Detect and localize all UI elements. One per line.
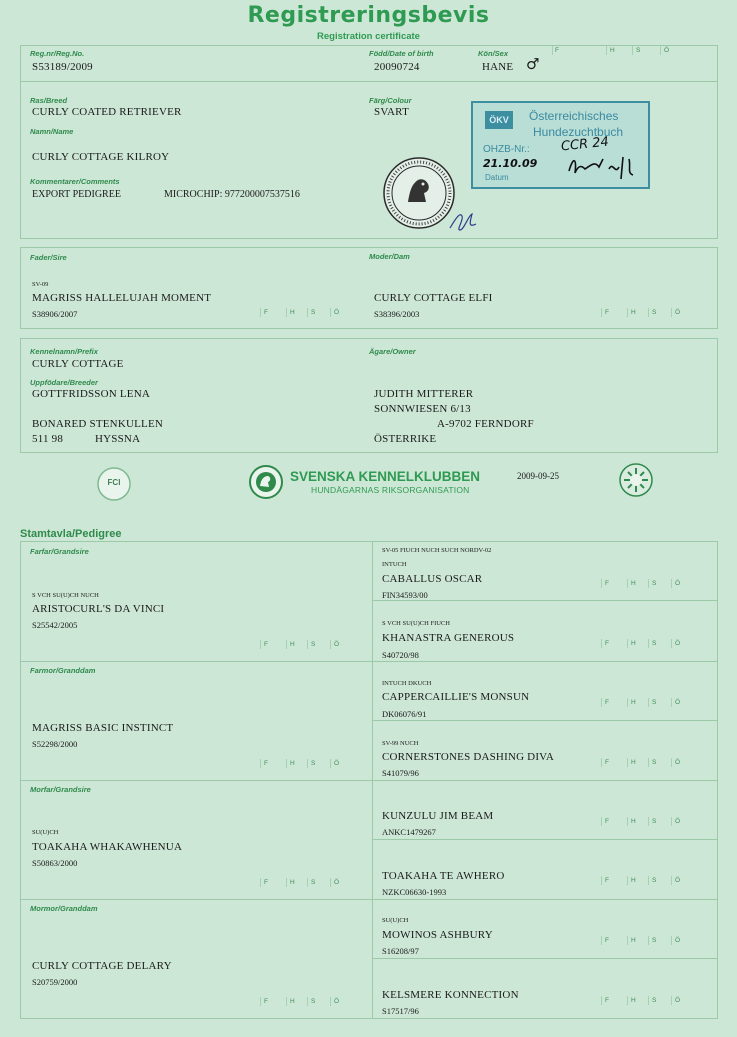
- gs2-title: SU(U)CH: [32, 829, 59, 836]
- ggp4-name: CORNERSTONES DASHING DIVA: [382, 751, 555, 763]
- ggp1-name: CABALLUS OSCAR: [382, 573, 483, 585]
- ggp5-reg: ANKC1479267: [382, 827, 436, 837]
- stamp-ohzb-value: CCR 24: [560, 134, 610, 155]
- sire-name: MAGRISS HALLELUJAH MOMENT: [32, 292, 212, 304]
- grandparent-fhso-2: F H S Ö: [260, 760, 350, 770]
- great-grandparent-fhso-5: F H S Ö: [601, 818, 691, 828]
- dam-reg: S38396/2003: [374, 309, 420, 319]
- prefix-value: CURLY COTTAGE: [32, 358, 124, 370]
- dog-name: CURLY COTTAGE KILROY: [32, 151, 170, 163]
- ggp1-title2: INTUCH: [382, 561, 407, 568]
- gs1-name: ARISTOCURL'S DA VINCI: [32, 603, 165, 615]
- ggp2-title: S VCH SU(U)CH FIUCH: [382, 620, 450, 627]
- great-grandparent-fhso-7: F H S Ö: [601, 937, 691, 947]
- fci-logo-icon: FCI: [96, 466, 132, 502]
- gd2-name: CURLY COTTAGE DELARY: [32, 960, 172, 972]
- pedigree-heading: Stamtavla/Pedigree: [20, 528, 122, 540]
- ggp2-reg: S40720/98: [382, 650, 419, 660]
- ggp7-reg: S16208/97: [382, 946, 419, 956]
- dam-name: CURLY COTTAGE ELFI: [374, 292, 493, 304]
- breeder-label: Uppfödare/Breeder: [30, 378, 98, 387]
- owner-country: ÖSTERRIKE: [374, 433, 437, 445]
- granddam2-label: Mormor/Granddam: [30, 904, 98, 913]
- gs1-reg: S25542/2005: [32, 620, 78, 630]
- sire-title: SV-09: [32, 281, 49, 288]
- gd2-reg: S20759/2000: [32, 977, 78, 987]
- ggp2-name: KHANASTRA GENEROUS: [382, 632, 515, 644]
- breeder-city: HYSSNA: [95, 433, 141, 445]
- regnr-value: S53189/2009: [32, 61, 93, 73]
- gd1-reg: S52298/2000: [32, 739, 78, 749]
- grandparent-fhso-3: F H S Ö: [260, 879, 350, 889]
- stamp-line1: Österreichisches: [529, 109, 619, 123]
- grandparent-fhso-4: F H S Ö: [260, 998, 350, 1008]
- comments-label: Kommentarer/Comments: [30, 177, 120, 186]
- colour-label: Färg/Colour: [369, 96, 412, 105]
- breed-value: CURLY COATED RETRIEVER: [32, 106, 182, 118]
- breed-label: Ras/Breed: [30, 96, 68, 105]
- club-subtitle: HUNDÄGARNAS RIKSORGANISATION: [311, 485, 470, 495]
- signature-icon: [446, 206, 480, 236]
- issue-date: 2009-09-25: [517, 471, 559, 481]
- gs2-name: TOAKAHA WHAKAWHENUA: [32, 841, 183, 853]
- grandsire1-label: Farfar/Grandsire: [30, 547, 89, 556]
- male-symbol-icon: ♂: [526, 55, 540, 73]
- owner-city: A-9702 FERNDORF: [437, 418, 534, 430]
- club-name: SVENSKA KENNELKLUBBEN: [290, 469, 481, 484]
- dam-label: Moder/Dam: [369, 252, 410, 261]
- skk-seal-icon: [382, 156, 456, 230]
- ggp6-name: TOAKAHA TE AWHERO: [382, 870, 505, 882]
- stamp-date-label: Datum: [485, 173, 509, 182]
- page-title: Registreringsbevis: [247, 3, 490, 28]
- ggp7-name: MOWINOS ASHBURY: [382, 929, 493, 941]
- gd1-name: MAGRISS BASIC INSTINCT: [32, 722, 174, 734]
- sire-reg: S38906/2007: [32, 309, 78, 319]
- great-grandparent-fhso-2: F H S Ö: [601, 640, 691, 650]
- sex-label: Kön/Sex: [478, 49, 509, 58]
- microchip-value: MICROCHIP: 977200007537516: [164, 189, 300, 200]
- great-grandparent-fhso-8: F H S Ö: [601, 997, 691, 1007]
- ggp4-reg: S41079/96: [382, 768, 419, 778]
- sire-fhso: F H S Ö: [260, 309, 350, 319]
- breeder-zip: 511 98: [32, 433, 64, 445]
- grandsire2-label: Morfar/Grandsire: [30, 785, 91, 794]
- colour-value: SVART: [374, 106, 409, 118]
- great-grandparent-fhso-3: F H S Ö: [601, 699, 691, 709]
- great-grandparent-fhso-1: F H S Ö: [601, 580, 691, 590]
- sire-label: Fader/Sire: [30, 253, 67, 262]
- great-grandparent-fhso-6: F H S Ö: [601, 877, 691, 887]
- skk-logo-icon: [248, 464, 284, 500]
- gs2-reg: S50863/2000: [32, 858, 78, 868]
- comment-value: EXPORT PEDIGREE: [32, 189, 121, 200]
- stamp-ohzb-label: OHZB-Nr.:: [483, 144, 530, 155]
- owner-name: JUDITH MITTERER: [374, 388, 474, 400]
- ggp6-reg: NZKC06630-1993: [382, 887, 447, 897]
- ggp4-title: SV-99 NUCH: [382, 740, 419, 747]
- dog-fhso: F H S Ö: [552, 47, 692, 57]
- okv-logo-icon: ÖKV: [485, 111, 513, 129]
- breeder-name: GOTTFRIDSSON LENA: [32, 388, 150, 400]
- great-grandparent-fhso-4: F H S Ö: [601, 759, 691, 769]
- dam-fhso: F H S Ö: [601, 309, 691, 319]
- breeder-address: BONARED STENKULLEN: [32, 418, 164, 430]
- owner-street: SONNWIESEN 6/13: [374, 403, 471, 415]
- ggp7-title: SU(U)CH: [382, 917, 409, 924]
- owner-label: Ägare/Owner: [369, 347, 416, 356]
- sex-value: HANE: [482, 61, 514, 73]
- okv-stamp: [471, 101, 650, 189]
- dob-label: Född/Date of birth: [369, 49, 434, 58]
- ggp1-reg: FIN34593/00: [382, 590, 428, 600]
- gs1-title: S VCH SU(U)CH NUCH: [32, 592, 99, 599]
- regnr-label: Reg.nr/Reg.No.: [30, 49, 85, 58]
- page-subtitle: Registration certificate: [317, 31, 420, 42]
- stamp-line2: Hundezuchtbuch: [533, 125, 624, 139]
- ggp3-name: CAPPERCAILLIE'S MONSUN: [382, 691, 530, 703]
- dob-value: 20090724: [374, 61, 420, 73]
- prefix-label: Kennelnamn/Prefix: [30, 347, 98, 356]
- grandparent-fhso-1: F H S Ö: [260, 641, 350, 651]
- ggp1-title: SV-05 FIUCH NUCH SUCH NORDV-02: [382, 547, 492, 554]
- ggp5-name: KUNZULU JIM BEAM: [382, 810, 494, 822]
- ggp8-reg: S17517/96: [382, 1006, 419, 1016]
- name-label: Namn/Name: [30, 127, 74, 136]
- hologram-icon: [618, 462, 654, 498]
- stamp-signature-icon: [565, 153, 639, 187]
- ggp3-reg: DK06076/91: [382, 709, 427, 719]
- ggp8-name: KELSMERE KONNECTION: [382, 989, 519, 1001]
- ggp3-title: INTUCH DKUCH: [382, 680, 432, 687]
- stamp-date-value: 21.10.09: [483, 157, 538, 170]
- granddam1-label: Farmor/Granddam: [30, 666, 96, 675]
